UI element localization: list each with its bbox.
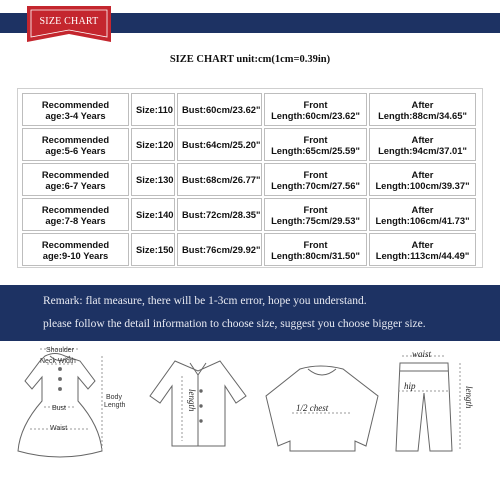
after-length-cell: After Length:94cm/37.01" (369, 128, 476, 161)
bust-cell: Bust:68cm/26.77" (177, 163, 262, 196)
remark-band (0, 285, 500, 341)
size-table (17, 88, 483, 268)
table-row (21, 197, 479, 232)
dress-shoulder-label: Shoulder (46, 347, 75, 354)
after-length-cell: After Length:106cm/41.73" (369, 198, 476, 231)
bust-cell: Bust:76cm/29.92" (177, 233, 262, 266)
table-row (21, 232, 479, 267)
table-row (21, 92, 479, 127)
bust-cell: Bust:72cm/28.35" (177, 198, 262, 231)
dress-length-label: Length (104, 402, 126, 409)
bust-cell: Bust:60cm/23.62" (177, 93, 262, 126)
dress-neck-width-label: Neck Width (40, 358, 76, 365)
size-cell: Size:120 (131, 128, 175, 161)
size-cell: Size:130 (131, 163, 175, 196)
front-length-cell: Front Length:75cm/29.53" (264, 198, 367, 231)
dress-diagram (18, 349, 102, 457)
front-length-cell: Front Length:70cm/27.56" (264, 163, 367, 196)
size-cell: Size:110 (131, 93, 175, 126)
dress-bust-label: Bust (52, 405, 67, 412)
pants-waist-label: waist (412, 349, 432, 359)
after-length-cell: After Length:88cm/34.65" (369, 93, 476, 126)
age-cell: Recommended age:7-8 Years (22, 198, 129, 231)
badge-label: SIZE CHART (39, 16, 99, 27)
front-length-cell: Front Length:60cm/23.62" (264, 93, 367, 126)
size-cell: Size:140 (131, 198, 175, 231)
dress-body-label: Body (106, 394, 122, 401)
page-title: SIZE CHART unit:cm(1cm=0.39in) (169, 54, 331, 65)
shirt-length-label: length (187, 389, 197, 412)
after-length-cell: After Length:113cm/44.49" (369, 233, 476, 266)
shirt-diagram (150, 361, 246, 446)
pants-length-label: length (464, 386, 474, 409)
measurement-diagrams (0, 341, 500, 500)
front-length-cell: Front Length:80cm/31.50" (264, 233, 367, 266)
remark-line-2: please follow the detail information to choose size, suggest you choose bigger size. (43, 318, 426, 330)
pants-hip-label: hip (404, 381, 416, 391)
table-row (21, 127, 479, 162)
after-length-cell: After Length:100cm/39.37" (369, 163, 476, 196)
pants-diagram (396, 356, 460, 451)
age-cell: Recommended age:6-7 Years (22, 163, 129, 196)
sweater-chest-label: 1/2 chest (296, 403, 329, 413)
size-cell: Size:150 (131, 233, 175, 266)
bust-cell: Bust:64cm/25.20" (177, 128, 262, 161)
table-row (21, 162, 479, 197)
remark-line-1: Remark: flat measure, there will be 1-3cm error, hope you understand. (43, 295, 367, 307)
dress-waist-label: Waist (50, 425, 68, 432)
age-cell: Recommended age:3-4 Years (22, 93, 129, 126)
age-cell: Recommended age:5-6 Years (22, 128, 129, 161)
age-cell: Recommended age:9-10 Years (22, 233, 129, 266)
front-length-cell: Front Length:65cm/25.59" (264, 128, 367, 161)
